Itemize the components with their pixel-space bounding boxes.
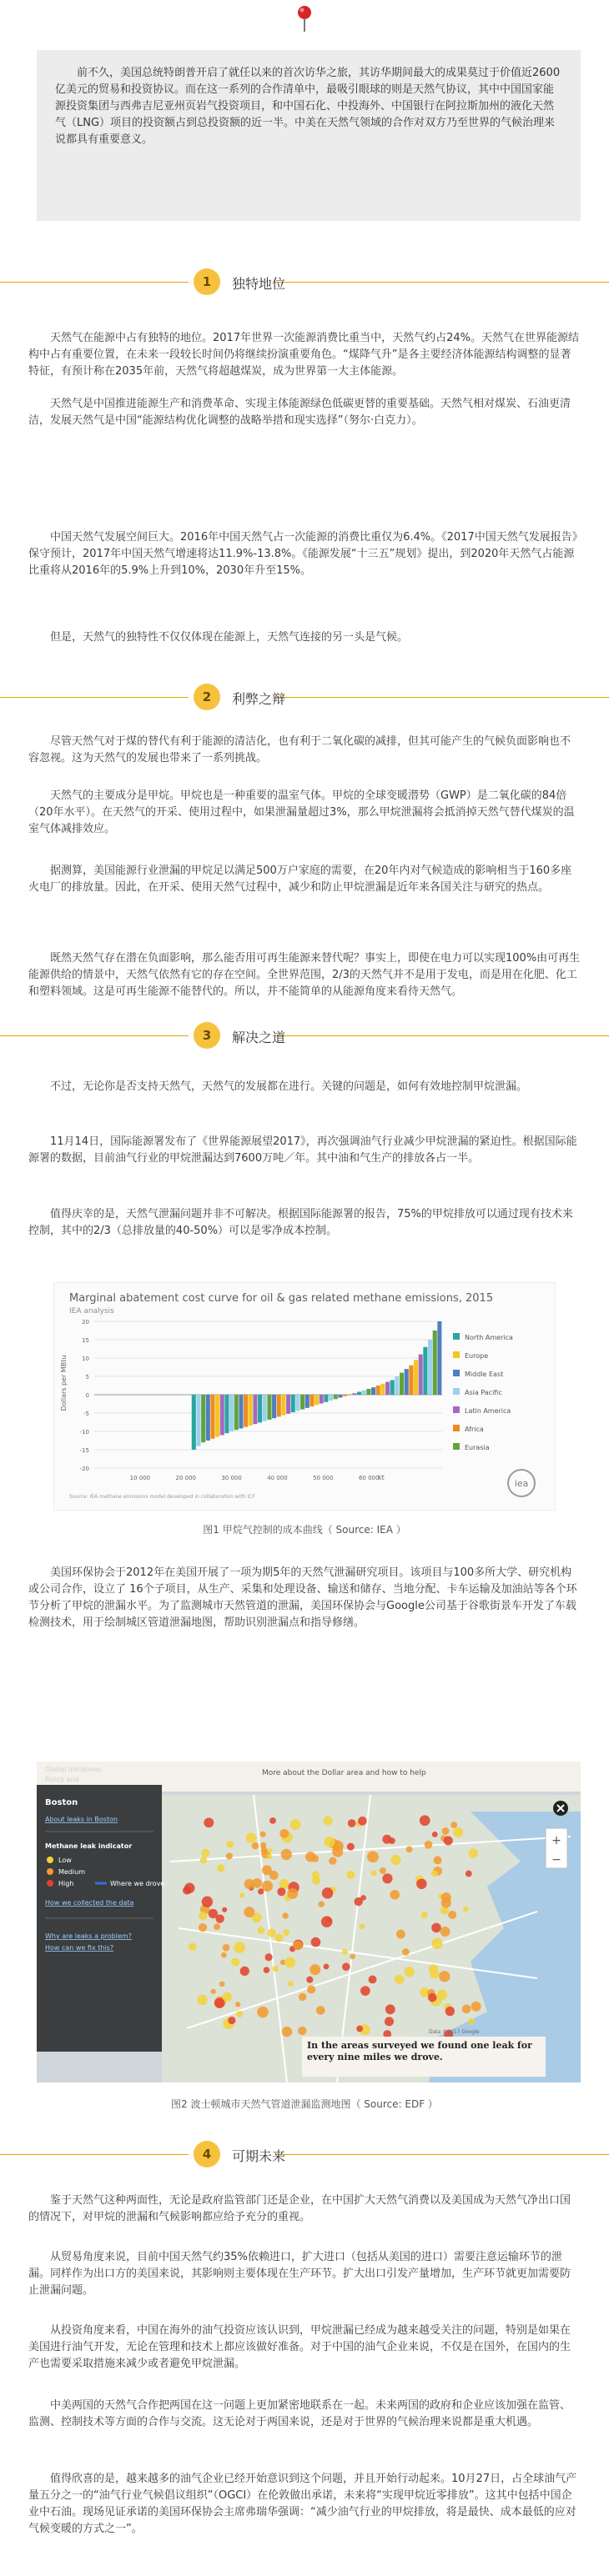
leak-marker <box>416 1879 426 1889</box>
leak-marker <box>444 1836 453 1845</box>
leak-marker <box>235 2002 240 2007</box>
paragraph: 11月14日，国际能源署发布了《世界能源展望2017》，再次强调油气行业减少甲烷泄漏的紧迫性。根据国际能源署的数据，目前油气行业的甲烷泄漏达到7600万吨／年。其中油和气生产的排放各占一半。 <box>28 1135 577 1165</box>
level-label: High <box>58 1880 74 1887</box>
leak-marker <box>428 1993 437 2002</box>
leak-marker <box>431 1938 442 1949</box>
legend-label: Latin America <box>465 1407 511 1415</box>
cost-bar <box>329 1395 333 1401</box>
section-number: 3 <box>194 1022 220 1049</box>
section-number: 4 <box>194 2141 220 2168</box>
leak-marker <box>284 1957 295 1967</box>
leak-marker <box>199 1923 207 1932</box>
cost-bar <box>395 1376 399 1395</box>
legend-label: Eurasia <box>465 1444 490 1451</box>
level-label: Medium <box>58 1868 85 1876</box>
chart-xunit: kt <box>378 1474 385 1481</box>
paragraph: 据测算，美国能源行业泄漏的甲烷足以满足500万户家庭的需要，在20年内对气候造成的影响相当于160多座火电厂的排放量。因此，在开采、使用天然气过程中，减少和防止甲烷泄漏是近年来各国关注与研究的热点。 <box>28 865 572 894</box>
leak-marker <box>273 1966 279 1972</box>
cost-bar <box>239 1395 243 1428</box>
cost-bar <box>385 1382 390 1395</box>
leak-marker <box>369 1975 377 1983</box>
leak-marker <box>222 1907 227 1912</box>
map-top-text: More about the Dollar area and how to help <box>262 1769 426 1777</box>
section-title: 利弊之辩 <box>232 691 286 707</box>
cost-bar <box>428 1340 432 1395</box>
leak-marker <box>231 1958 239 1967</box>
cost-bar <box>366 1389 370 1395</box>
leak-marker <box>367 1851 379 1862</box>
paragraph: 鉴于天然气这种两面性，无论是政府监管部门还是企业，在中国扩大天然气消费以及美国成为天然气净出口国的情况下，对甲烷的泄漏和气候影响都应给予充分的重视。 <box>28 2194 571 2223</box>
leak-marker <box>269 1817 276 1824</box>
leak-marker <box>332 1846 343 1857</box>
leak-marker <box>293 1941 302 1950</box>
chart-source: Source: IEA methane emissions model developed in collaboration with ICF <box>69 1494 255 1500</box>
about-leaks-link[interactable]: About leaks in Boston <box>45 1816 118 1823</box>
paragraph: 既然天然气存在潜在负面影响，那么能否用可再生能源来替代呢？事实上，即使在电力可以实现100%由可再生能源供给的情景中，天然气依然有它的存在空间。全世界范围，2/3的天然气并不是用于发电，而是用在化肥、化工和塑料领域。这是可再生能源不能替代的。所以，并不能简单的从能源角度来看待天然气。 <box>28 952 581 998</box>
paragraph: 但是，天然气的独特性不仅仅体现在能源上，天然气连接的另一头是气候。 <box>50 631 409 644</box>
cost-bar <box>352 1393 356 1395</box>
leak-marker <box>355 1897 363 1906</box>
leak-marker <box>214 1923 220 1930</box>
paragraph: 天然气的主要成分是甲烷。甲烷也是一种重要的温室气体。甲烷的全球变暖潜势（GWP）是二氧化碳的84倍（20年水平）。在天然气的开采、使用过程中，如果泄漏量超过3%，那么甲烷泄漏将会抵消掉天然气替代煤炭的温室气体减排效应。 <box>28 789 575 835</box>
leak-marker <box>234 1942 245 1953</box>
leak-marker <box>380 1867 386 1874</box>
cost-bar <box>400 1373 404 1395</box>
paragraph: 美国环保协会于2012年在美国开展了一项为期5年的天然气泄漏研究项目。该项目与100多所大学、研究机构或公司合作，设立了 16个子项目，从生产、采集和处理设备、输送和储存、当地分配、卡车运输及加油站等各个环节分析了甲烷的泄漏水平。为了监测城市天然管道的泄漏，美国环保协会与Google公司基于谷歌街景车开发了车载检测技术，用于绘制城区管道泄漏地图，帮助识别泄漏点和指导修缮。 <box>28 1566 577 1629</box>
leak-marker <box>325 1837 335 1847</box>
map-attribution: Data ©2017 Google <box>429 2029 480 2035</box>
chart-subtitle: IEA analysis <box>69 1307 114 1316</box>
leak-marker <box>290 1819 301 1830</box>
cost-bar <box>315 1395 319 1405</box>
leak-marker <box>442 1827 450 1835</box>
leak-marker <box>342 1962 350 1971</box>
cost-bar <box>419 1355 423 1395</box>
cost-bar <box>263 1395 267 1421</box>
cost-bar <box>267 1395 271 1420</box>
leak-marker <box>462 2004 471 2013</box>
leak-marker <box>228 2017 235 2024</box>
leak-marker <box>260 1832 266 1837</box>
paragraph: 中美两国的天然气合作把两国在这一问题上更加紧密地联系在一起。未来两国的政府和企业应该加强在监管、监测、控制技术等方面的合作与交流。这无论对于两国来说，还是对于世界的气候治理来说都是重大机遇。 <box>28 2399 571 2428</box>
figure-caption: 图2 波士顿城市天然气管道泄漏监测地图（ Source: EDF ） <box>171 2098 438 2110</box>
leak-marker <box>360 1923 365 1929</box>
intro-box <box>37 50 581 221</box>
leak-marker <box>348 1819 356 1827</box>
leak-marker <box>382 1873 392 1883</box>
medium-leak-dot <box>47 1868 53 1875</box>
leak-marker <box>279 1879 289 1889</box>
panel-link[interactable]: Policy and <box>45 1776 79 1783</box>
leak-marker <box>437 1990 447 2000</box>
leak-marker <box>244 1907 254 1917</box>
cost-bar <box>348 1395 352 1396</box>
leak-marker <box>431 1923 441 1933</box>
cost-bar <box>281 1395 285 1416</box>
leak-marker <box>391 1855 401 1865</box>
leak-marker <box>262 1881 273 1892</box>
zoom-in-icon[interactable]: + <box>551 1834 561 1847</box>
chart-ylabel: Dollars per MBtu <box>60 1355 68 1411</box>
paragraph: 尽管天然气对于煤的替代有利于能源的清洁化，也有利于二氧化碳的减排，但其可能产生的气候负面影响也不容忽视。这为天然气的发展也带来了一系列挑战。 <box>28 735 571 764</box>
section-header-2 <box>0 684 609 712</box>
cost-bar <box>409 1366 413 1395</box>
cost-bar <box>414 1360 418 1395</box>
cost-bar <box>201 1395 205 1442</box>
leak-marker <box>246 1832 257 1843</box>
leak-marker <box>223 1944 230 1952</box>
indicator-title: Methane leak indicator <box>45 1842 133 1850</box>
legend-label: Middle East <box>465 1371 504 1378</box>
y-tick-label: 10 <box>82 1356 89 1362</box>
y-tick-label: -15 <box>79 1447 89 1454</box>
x-tick-label: 10 000 <box>129 1475 151 1481</box>
y-tick-label: -20 <box>79 1466 89 1472</box>
cost-bar <box>334 1395 338 1399</box>
leak-marker <box>402 1948 410 1956</box>
section-number: 2 <box>194 684 220 710</box>
cost-bar <box>229 1395 234 1431</box>
city-title: Boston <box>45 1798 78 1807</box>
leak-marker <box>223 1992 232 2002</box>
x-tick-label: 50 000 <box>313 1475 334 1481</box>
leak-marker <box>236 2011 243 2017</box>
pushpin-icon <box>296 5 313 33</box>
leak-marker <box>445 2007 455 2016</box>
leak-marker <box>405 1967 415 1977</box>
cost-bar <box>224 1395 229 1433</box>
leak-marker <box>390 1890 400 1900</box>
leak-marker <box>425 1841 433 1849</box>
leak-marker <box>221 1952 227 1958</box>
leak-marker <box>189 1943 197 1952</box>
svg-text:iea: iea <box>514 1478 529 1489</box>
abatement-cost-chart <box>53 1282 556 1511</box>
leak-marker <box>448 1911 456 1919</box>
cost-bar <box>390 1380 395 1395</box>
leak-marker <box>264 1967 270 1973</box>
leak-marker <box>219 1982 225 1987</box>
cost-bar <box>286 1395 290 1414</box>
legend-swatch <box>453 1425 460 1431</box>
paragraph: 天然气在能源中占有独特的地位。2017年世界一次能源消费比重当中，天然气约占24%。天然气在世界能源结构中占有重要位置，在未来一段较长时间仍将继续扮演重要角色。“煤降气升”是各主要经济体能源结构调整的显著特征，有预计称在2035年前，天然气将超越煤炭，成为世界第一大主体能源。 <box>28 332 579 378</box>
leak-marker <box>441 1897 451 1907</box>
leak-marker <box>311 1871 320 1879</box>
leak-marker <box>316 2006 325 2015</box>
leak-marker <box>267 1848 272 1853</box>
paragraph: 值得欣喜的是，越来越多的油气企业已经开始意识到这个问题，并且开始行动起来。10月27日，占全球油气产量五分之一的“油气行业气候倡议组织”（OGCI）在伦敦做出承诺，未来将“实现甲烷近零排放”。这其中包括中国企业中石油。现场见证承诺的美国环保协会主席弗瑞华强调：“减少油气行业的甲烷排放，将是最快、成本最低的应对气候变暖的方式之一”。 <box>28 2473 577 2535</box>
paragraph: 从贸易角度来说，目前中国天然气约35%依赖进口，扩大进口（包括从美国的进口）需要注意运输环节的泄漏。同样作为出口方的美国来说，其影响则主要体现在生产环节。扩大出口引发产量增加，生产环节就更加需要防止泄漏问题。 <box>28 2251 571 2297</box>
cost-bar <box>192 1395 196 1450</box>
cost-bar <box>215 1395 219 1437</box>
figure-caption: 图1 甲烷气控制的成本曲线（ Source: IEA ） <box>203 1524 406 1536</box>
leak-marker <box>184 1882 195 1893</box>
leak-marker <box>201 1849 209 1857</box>
high-leak-dot <box>47 1880 53 1887</box>
leak-marker <box>395 1975 405 1985</box>
cost-bar <box>210 1395 214 1439</box>
cost-bar <box>376 1386 380 1395</box>
zoom-out-icon[interactable]: − <box>551 1853 561 1867</box>
level-label: Where we drove <box>110 1880 165 1887</box>
legend-swatch <box>453 1333 460 1340</box>
leak-marker <box>450 1822 457 1828</box>
fix-link[interactable]: How can we fix this? <box>45 1944 114 1952</box>
leak-marker <box>214 1998 224 2008</box>
leak-marker <box>252 1842 259 1849</box>
paragraph: 值得庆幸的是，天然气泄漏问题并非不可解决。根据国际能源署的报告，75%的甲烷排放可以通过现有技术来控制，其中的2/3（总排放量的40-50%）可以是零净成本控制。 <box>28 1208 573 1237</box>
panel-link[interactable]: Global Initiatives <box>45 1766 102 1773</box>
leak-marker <box>282 2027 293 2037</box>
cost-bar <box>220 1395 224 1435</box>
cost-bar <box>338 1395 342 1398</box>
leak-marker <box>281 1849 292 1860</box>
x-tick-label: 20 000 <box>175 1475 196 1481</box>
leak-marker <box>202 1897 213 1907</box>
legend-label: Asia Pacific <box>465 1389 502 1396</box>
leak-marker <box>226 1841 234 1848</box>
section-header-1 <box>0 268 609 297</box>
cost-bar <box>277 1395 281 1416</box>
leak-marker <box>396 1930 405 1939</box>
leak-marker <box>469 1848 478 1857</box>
leak-marker <box>321 1916 333 1927</box>
cost-bar <box>272 1395 276 1418</box>
paragraph: 中国天然气发展空间巨大。2016年中国天然气占一次能源的消费比重仅为6.4%。《2017中国天然气发展报告》保守预计，2017年中国天然气增速将达11.9%-13.8%。《能源发展“十三五”规划》提出，到2020年天然气占能源比重将从2016年的5.9%上升到10%，2030年升至15%。 <box>28 531 578 577</box>
leak-marker <box>267 1854 272 1859</box>
leak-marker <box>463 1907 469 1912</box>
leak-marker <box>430 1969 439 1978</box>
y-tick-label: 20 <box>82 1319 89 1326</box>
leak-marker <box>370 1870 376 1876</box>
leak-marker <box>257 1927 264 1934</box>
leak-marker <box>385 2004 395 2014</box>
y-tick-label: 0 <box>85 1392 89 1399</box>
cost-bar <box>362 1391 366 1395</box>
cost-bar <box>310 1395 314 1406</box>
leak-marker <box>440 1927 450 1937</box>
leak-marker <box>356 2026 363 2032</box>
cost-bar <box>405 1369 409 1395</box>
leak-marker <box>307 1985 315 1993</box>
legend-swatch <box>453 1388 460 1395</box>
legend-label: Europe <box>465 1352 489 1360</box>
leak-marker <box>406 1846 413 1852</box>
legend-label: North America <box>465 1334 513 1341</box>
leak-marker <box>217 1864 224 1872</box>
leak-marker <box>252 1878 262 1888</box>
cost-bar <box>423 1347 427 1395</box>
x-tick-label: 40 000 <box>267 1475 288 1481</box>
leak-marker <box>453 1827 463 1837</box>
leak-marker <box>239 1892 244 1897</box>
map-note: In the areas surveyed we found one leak for every nine miles we drove. <box>307 2040 532 2062</box>
leak-marker <box>420 1815 430 1826</box>
leak-marker <box>282 1912 288 1918</box>
leak-marker <box>466 1871 472 1877</box>
leak-marker <box>209 1909 218 1918</box>
cost-bar <box>320 1395 324 1404</box>
chart-title: Marginal abatement cost curve for oil & gas related methane emissions, 2015 <box>69 1292 494 1305</box>
leak-marker <box>468 2018 475 2025</box>
y-tick-label: 5 <box>85 1374 89 1381</box>
leak-marker <box>257 2007 269 2018</box>
legend-swatch <box>453 1443 460 1450</box>
section-header-3 <box>0 1022 609 1050</box>
leak-marker <box>432 1832 438 1837</box>
cost-bar <box>380 1384 385 1395</box>
legend-swatch <box>453 1406 460 1413</box>
leak-marker <box>288 1981 294 1987</box>
leak-marker <box>279 1829 289 1838</box>
leak-marker <box>318 1901 324 1907</box>
cost-bar <box>291 1395 295 1412</box>
leak-marker <box>269 1871 279 1880</box>
y-tick-label: -5 <box>83 1411 89 1417</box>
legend-label: Africa <box>465 1426 484 1433</box>
cost-bar <box>371 1387 375 1395</box>
low-leak-dot <box>47 1857 53 1863</box>
leak-marker <box>329 1857 336 1865</box>
iea-logo <box>508 1470 535 1496</box>
leak-marker <box>347 1843 355 1851</box>
cost-bar <box>295 1395 299 1411</box>
leak-marker <box>260 1847 267 1853</box>
y-tick-label: -10 <box>79 1429 89 1436</box>
leak-marker <box>346 1871 355 1879</box>
leak-marker <box>267 1928 276 1937</box>
y-tick-label: 15 <box>82 1337 89 1344</box>
leak-marker <box>274 1934 283 1942</box>
problem-link[interactable]: Why are leaks a problem? <box>45 1932 132 1940</box>
cost-bar <box>258 1395 262 1422</box>
cost-bar <box>249 1395 253 1426</box>
cost-bar <box>244 1395 248 1427</box>
cost-bar <box>324 1395 328 1402</box>
cost-bar <box>437 1321 441 1395</box>
legend-swatch <box>453 1351 460 1358</box>
cost-bar <box>300 1395 304 1410</box>
leak-marker <box>265 1953 273 1961</box>
leak-marker <box>211 1989 216 1994</box>
paragraph: 从投资角度来看，中国在海外的油气投资应该认识到，甲烷泄漏已经成为越来越受关注的问题，特别是如果在美国进行油气开发，无论在管理和技术上都应该做好准备。对于中国的油气企业来说，不仅是在国外，在国内的生产也需要采取措施来减少或者避免甲烷泄漏。 <box>28 2324 571 2370</box>
leak-marker <box>322 1887 333 1898</box>
leak-marker <box>306 1977 313 1983</box>
leak-marker <box>350 1954 355 1960</box>
leak-marker <box>360 1986 370 1996</box>
cost-bar <box>433 1331 437 1395</box>
leak-marker <box>204 1817 214 1827</box>
section-title: 解决之道 <box>232 1030 286 1045</box>
cost-bar <box>206 1395 210 1441</box>
x-tick-label: 30 000 <box>221 1475 242 1481</box>
leak-marker <box>471 2002 481 2012</box>
cost-bar <box>305 1395 310 1408</box>
level-label: Low <box>58 1857 72 1864</box>
cost-bar <box>357 1391 361 1395</box>
boston-leak-map <box>37 1762 581 2082</box>
paragraph: 天然气是中国推进能源生产和消费革命、实现主体能源绿色低碳更替的重要基础。天然气相对煤炭、石油更清洁，发展天然气是中国“能源结构优化调整的战略举措和现实选择”（努尔·白克力）。 <box>28 398 571 427</box>
leak-marker <box>385 2017 394 2026</box>
leak-marker <box>299 1993 307 2002</box>
leak-marker <box>310 1964 320 1975</box>
leak-marker <box>431 1870 438 1877</box>
leak-marker <box>421 1912 428 1918</box>
cost-bar <box>343 1395 347 1396</box>
leak-marker <box>439 1971 450 1982</box>
collected-data-link[interactable]: How we collected the data <box>45 1899 134 1907</box>
cost-bar <box>253 1395 257 1424</box>
cost-bar <box>196 1395 200 1446</box>
leak-marker <box>382 1835 391 1844</box>
leak-marker <box>240 1967 249 1976</box>
leak-marker <box>283 1929 289 1936</box>
leak-marker <box>277 1887 285 1896</box>
leak-marker <box>324 1816 333 1825</box>
legend-swatch <box>453 1370 460 1376</box>
leak-marker <box>200 1857 207 1863</box>
leak-marker <box>199 1912 207 1920</box>
leak-marker <box>311 1937 321 1947</box>
section-title: 独特地位 <box>232 276 286 292</box>
leak-marker <box>342 1949 348 1955</box>
leak-marker <box>298 2027 306 2035</box>
cost-bar <box>234 1395 239 1430</box>
leak-marker <box>324 1964 330 1970</box>
leak-marker <box>197 1995 208 2006</box>
leak-marker <box>358 1817 367 1826</box>
leak-marker <box>305 1852 315 1862</box>
leak-marker <box>433 1856 441 1864</box>
intro-text: 前不久，美国总统特朗普开启了就任以来的首次访华之旅，其访华期间最大的成果莫过于价值近2600亿美元的贸易和投资协议。而在这一系列的合作清单中，最吸引眼球的则是天然气协议，其中中国国家能源投资集团与西弗吉尼亚州页岩气投资项目，和中国石化、中投海外、中国银行在阿拉斯加州的液化天然气（LNG）项目的投资额占到总投资额的近一半。中美在天然气领域的合作对双方乃至世界的气候治理来说都具有重要意义。 <box>55 67 561 146</box>
leak-marker <box>226 1852 233 1859</box>
section-number: 1 <box>194 268 220 295</box>
paragraph: 不过，无论你是否支持天然气，天然气的发展都在进行。关键的问题是，如何有效地控制甲烷泄漏。 <box>50 1080 528 1093</box>
leak-marker <box>287 1888 298 1899</box>
section-title: 可期未来 <box>232 2148 286 2164</box>
x-tick-label: 60 000 <box>358 1475 380 1481</box>
section-header-4 <box>0 2141 609 2169</box>
